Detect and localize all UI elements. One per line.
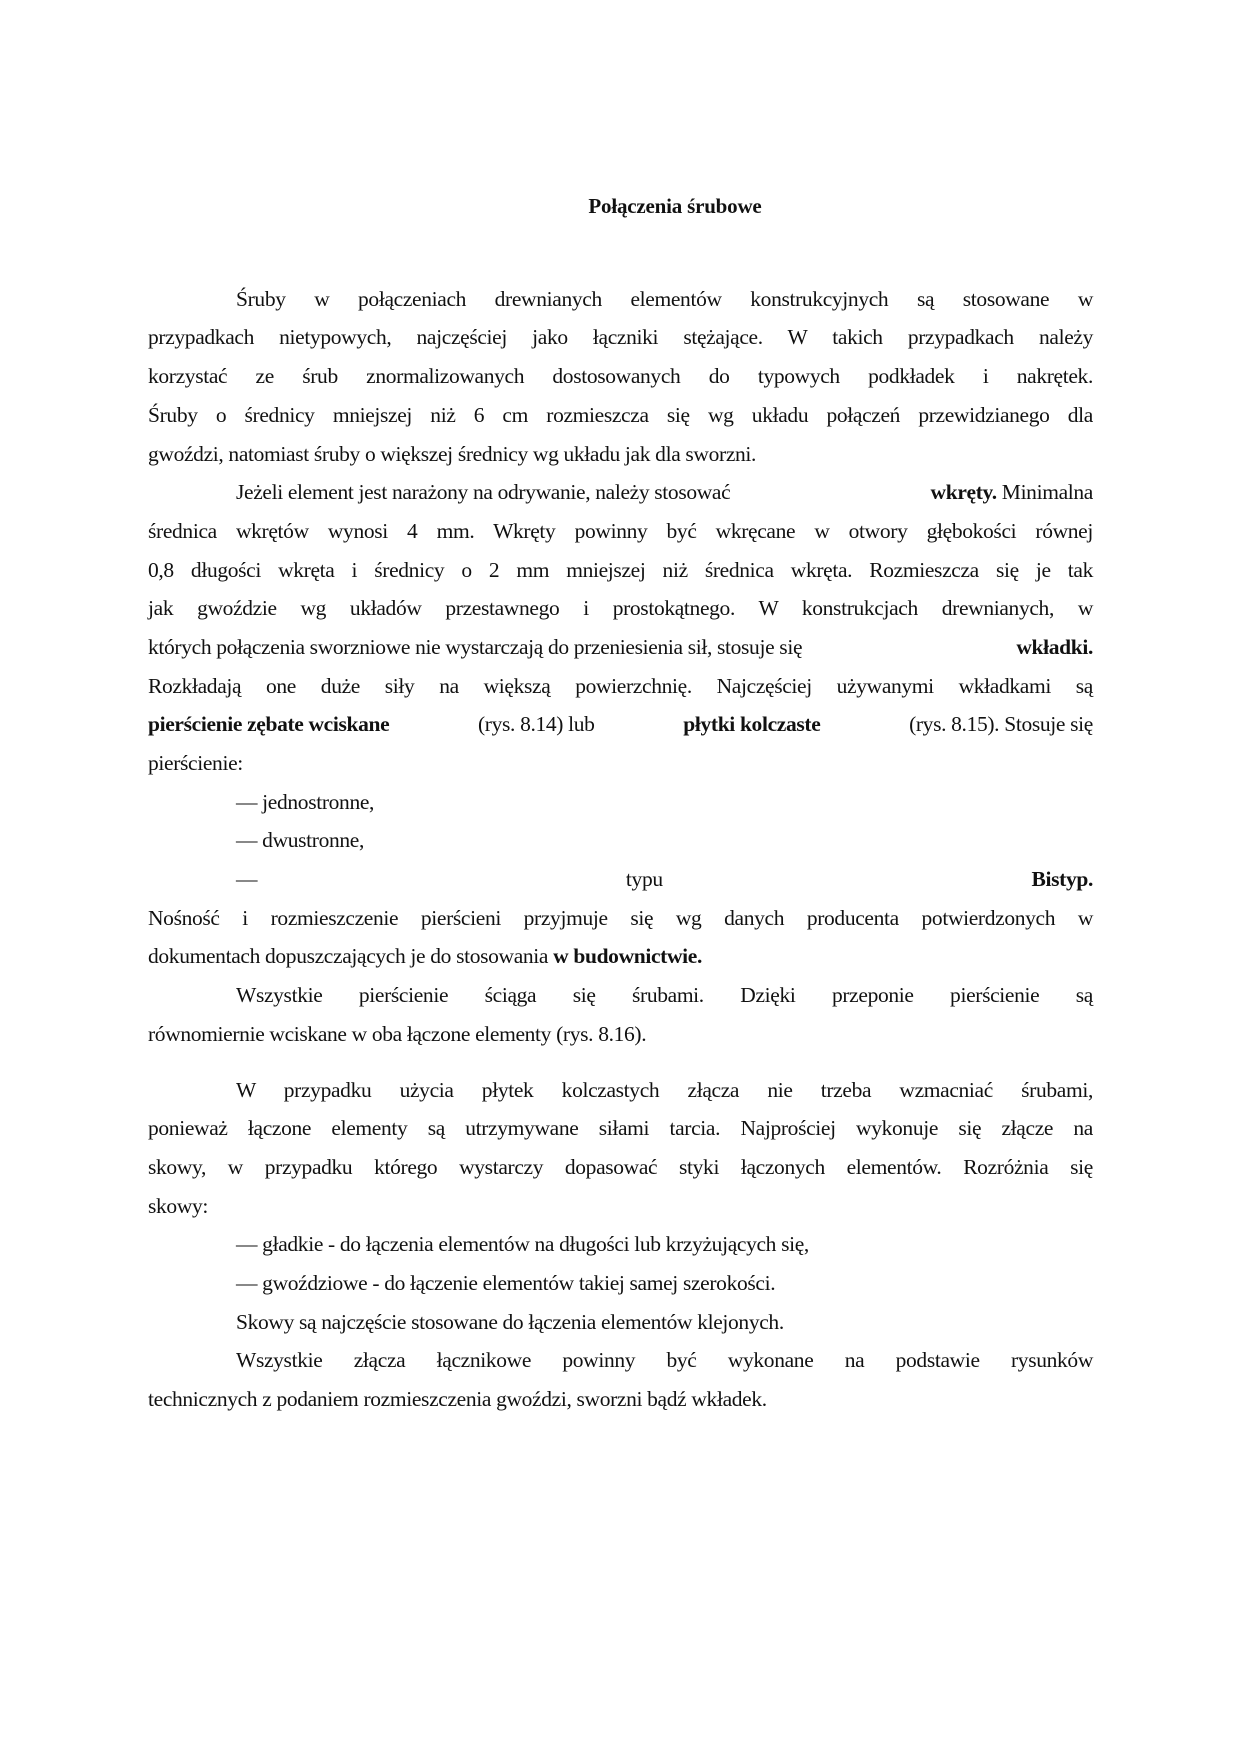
text-segment: Jeżeli element jest narażony na odrywanie, należy stosować: [236, 480, 731, 504]
paragraph-4-line-1: Wszystkie pierścienie ściąga się śrubami. Dzięki przeponie pierścienie są: [236, 983, 1093, 1007]
paragraph-2-line-4: jak gwoździe wg układów przestawnego i prostokątnego. W konstrukcjach drewnianych, w: [148, 596, 1093, 620]
paragraph-5-line-1: W przypadku użycia płytek kolczastych złącza nie trzeba wzmacniać śrubami,: [236, 1078, 1093, 1102]
paragraph-3-line-1: Nośność i rozmieszczenie pierścieni przyjmuje się wg danych producenta potwierdzonych w: [148, 906, 1093, 930]
paragraph-7-line-2: technicznych z podaniem rozmieszczenia gwoździ, sworzni bądź wkładek.: [148, 1387, 767, 1411]
bold-term-pierscienie-zebate: pierścienie zębate wciskane: [148, 712, 390, 736]
paragraph-1-line-1: Śruby w połączeniach drewnianych elementów konstrukcyjnych są stosowane w: [236, 287, 1093, 311]
bold-term-budownictwie: w budownictwie.: [553, 944, 703, 968]
bold-term-wkrety: wkręty.: [930, 480, 997, 504]
page-title: Połączenia śrubowe: [588, 194, 762, 218]
paragraph-2-line-2: średnica wkrętów wynosi 4 mm. Wkręty powinny być wkręcane w otwory głębokości równej: [148, 519, 1093, 543]
bold-term-bistyp: Bistyp.: [1031, 867, 1093, 891]
em-dash: —: [236, 867, 258, 891]
list-item-ring-type: — dwustronne,: [236, 828, 365, 852]
paragraph-1-line-4: Śruby o średnicy mniejszej niż 6 cm rozmieszcza się wg układu połączeń przewidzianego dla: [148, 403, 1093, 427]
paragraph-1-line-2: przypadkach nietypowych, najczęściej jako łączniki stężające. W takich przypadkach należy: [148, 325, 1093, 349]
paragraph-2-line-6: Rozkładają one duże siły na większą powierzchnię. Najczęściej używanymi wkładkami są: [148, 674, 1093, 698]
paragraph-4-line-2: równomiernie wciskane w oba łączone elementy (rys. 8.16).: [148, 1022, 647, 1046]
paragraph-2-line-1: [236, 478, 1093, 506]
text-segment: Minimalna: [1001, 480, 1093, 504]
paragraph-6: Skowy są najczęście stosowane do łączenia elementów klejonych.: [236, 1310, 784, 1334]
paragraph-5-line-4: skowy:: [148, 1194, 209, 1218]
bold-term-plytki-kolczaste: płytki kolczaste: [683, 712, 821, 736]
text-segment: których połączenia sworzniowe nie wystarczają do przeniesienia sił, stosuje się: [148, 635, 803, 659]
text-segment: (rys. 8.15). Stosuje się: [909, 712, 1093, 736]
text-segment: typu: [625, 867, 663, 891]
paragraph-1-line-5: gwoździ, natomiast śruby o większej średnicy wg układu jak dla sworzni.: [148, 442, 757, 466]
paragraph-7-line-1: Wszystkie złącza łącznikowe powinny być wykonane na podstawie rysunków: [236, 1348, 1093, 1372]
paragraph-2-line-3: 0,8 długości wkręta i średnicy o 2 mm mniejszej niż średnica wkręta. Rozmieszcza się je tak: [148, 558, 1093, 582]
list-item-ring-type-bistyp: [236, 865, 1093, 893]
paragraph-2-line-7: [148, 710, 1093, 738]
list-item-joint-type: — gwoździowe - do łączenie elementów takiej samej szerokości.: [236, 1271, 776, 1295]
list-item-joint-type: — gładkie - do łączenia elementów na długości lub krzyżujących się,: [236, 1232, 809, 1256]
paragraph-3-line-2: [148, 942, 1093, 970]
text-segment: (rys. 8.14) lub: [478, 712, 595, 736]
paragraph-1-line-3: korzystać ze śrub znormalizowanych dostosowanych do typowych podkładek i nakrętek.: [148, 364, 1093, 388]
paragraph-2-line-5: [148, 633, 1093, 661]
list-item-ring-type: — jednostronne,: [236, 790, 375, 814]
text-segment: dokumentach dopuszczających je do stosowania: [148, 944, 549, 968]
paragraph-5-line-2: ponieważ łączone elementy są utrzymywane siłami tarcia. Najprościej wykonuje się złącze na: [148, 1116, 1093, 1140]
paragraph-5-line-3: skowy, w przypadku którego wystarczy dopasować styki łączonych elementów. Rozróżnia się: [148, 1155, 1093, 1179]
paragraph-2-line-8: pierścienie:: [148, 751, 243, 775]
bold-term-wkladki: wkładki.: [1016, 635, 1093, 659]
